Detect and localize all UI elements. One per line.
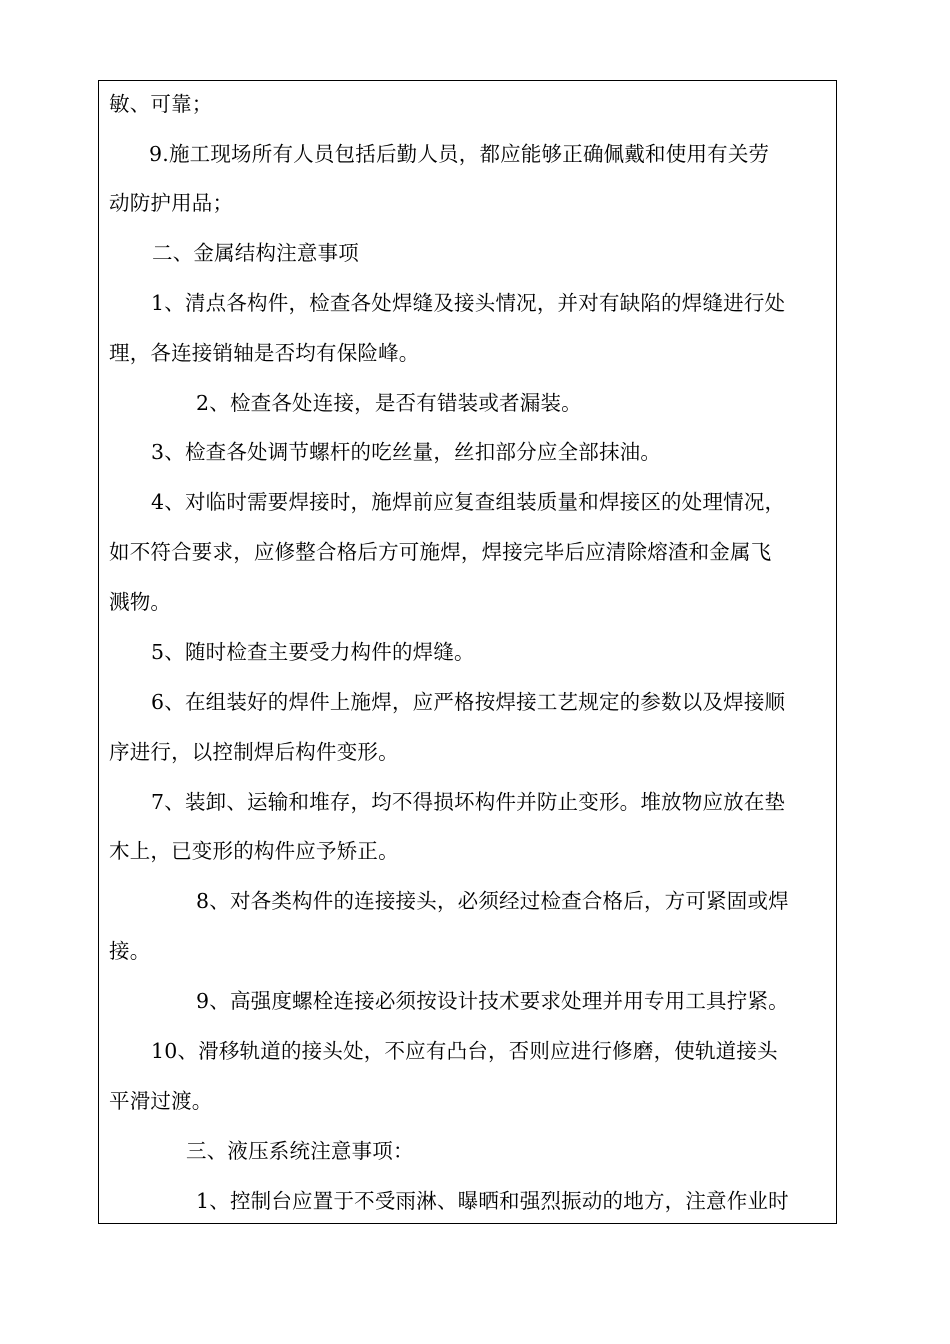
text-line-23: 1、控制台应置于不受雨淋、曝晒和强烈振动的地方，注意作业时	[196, 1189, 789, 1213]
text-line-21: 平滑过渡。	[109, 1089, 213, 1113]
text-line-9: 4、对临时需要焊接时，施焊前应复查组装质量和焊接区的处理情况，	[151, 490, 786, 514]
text-line-16: 木上，已变形的构件应予矫正。	[109, 839, 399, 863]
text-line-20: 10、滑移轨道的接头处，不应有凸台，否则应进行修磨，使轨道接头	[151, 1039, 778, 1063]
text-line-8: 3、检查各处调节螺杆的吃丝量，丝扣部分应全部抹油。	[151, 440, 662, 464]
text-line-5: 1、清点各构件，检查各处焊缝及接头情况，并对有缺陷的焊缝进行处	[151, 291, 786, 315]
text-line-18: 接。	[109, 939, 151, 963]
text-line-15: 7、装卸、运输和堆存，均不得损坏构件并防止变形。堆放物应放在垫	[151, 790, 786, 814]
text-line-17: 8、对各类构件的连接接头，必须经过检查合格后，方可紧固或焊	[196, 889, 789, 913]
text-line-3: 动防护用品；	[109, 191, 234, 215]
text-line-10: 如不符合要求，应修整合格后方可施焊，焊接完毕后应清除熔渣和金属飞	[109, 540, 772, 564]
section-heading-hydraulic-system: 三、液压系统注意事项：	[186, 1139, 414, 1163]
text-line-12: 5、随时检查主要受力构件的焊缝。	[151, 640, 475, 664]
document-text-box	[98, 80, 837, 1224]
text-line-19: 9、高强度螺栓连接必须按设计技术要求处理并用专用工具拧紧。	[196, 989, 789, 1013]
section-heading-metal-structure: 二、金属结构注意事项	[152, 241, 359, 265]
text-line-14: 序进行，以控制焊后构件变形。	[109, 740, 399, 764]
text-line-7: 2、检查各处连接，是否有错装或者漏装。	[196, 391, 582, 415]
text-line-2: 9.施工现场所有人员包括后勤人员，都应能够正确佩戴和使用有关劳	[149, 142, 770, 166]
text-line-11: 溅物。	[109, 590, 172, 614]
text-line-1: 敏、可靠；	[109, 92, 213, 116]
text-line-6: 理，各连接销轴是否均有保险峰。	[109, 341, 420, 365]
text-line-13: 6、在组装好的焊件上施焊，应严格按焊接工艺规定的参数以及焊接顺	[151, 690, 786, 714]
